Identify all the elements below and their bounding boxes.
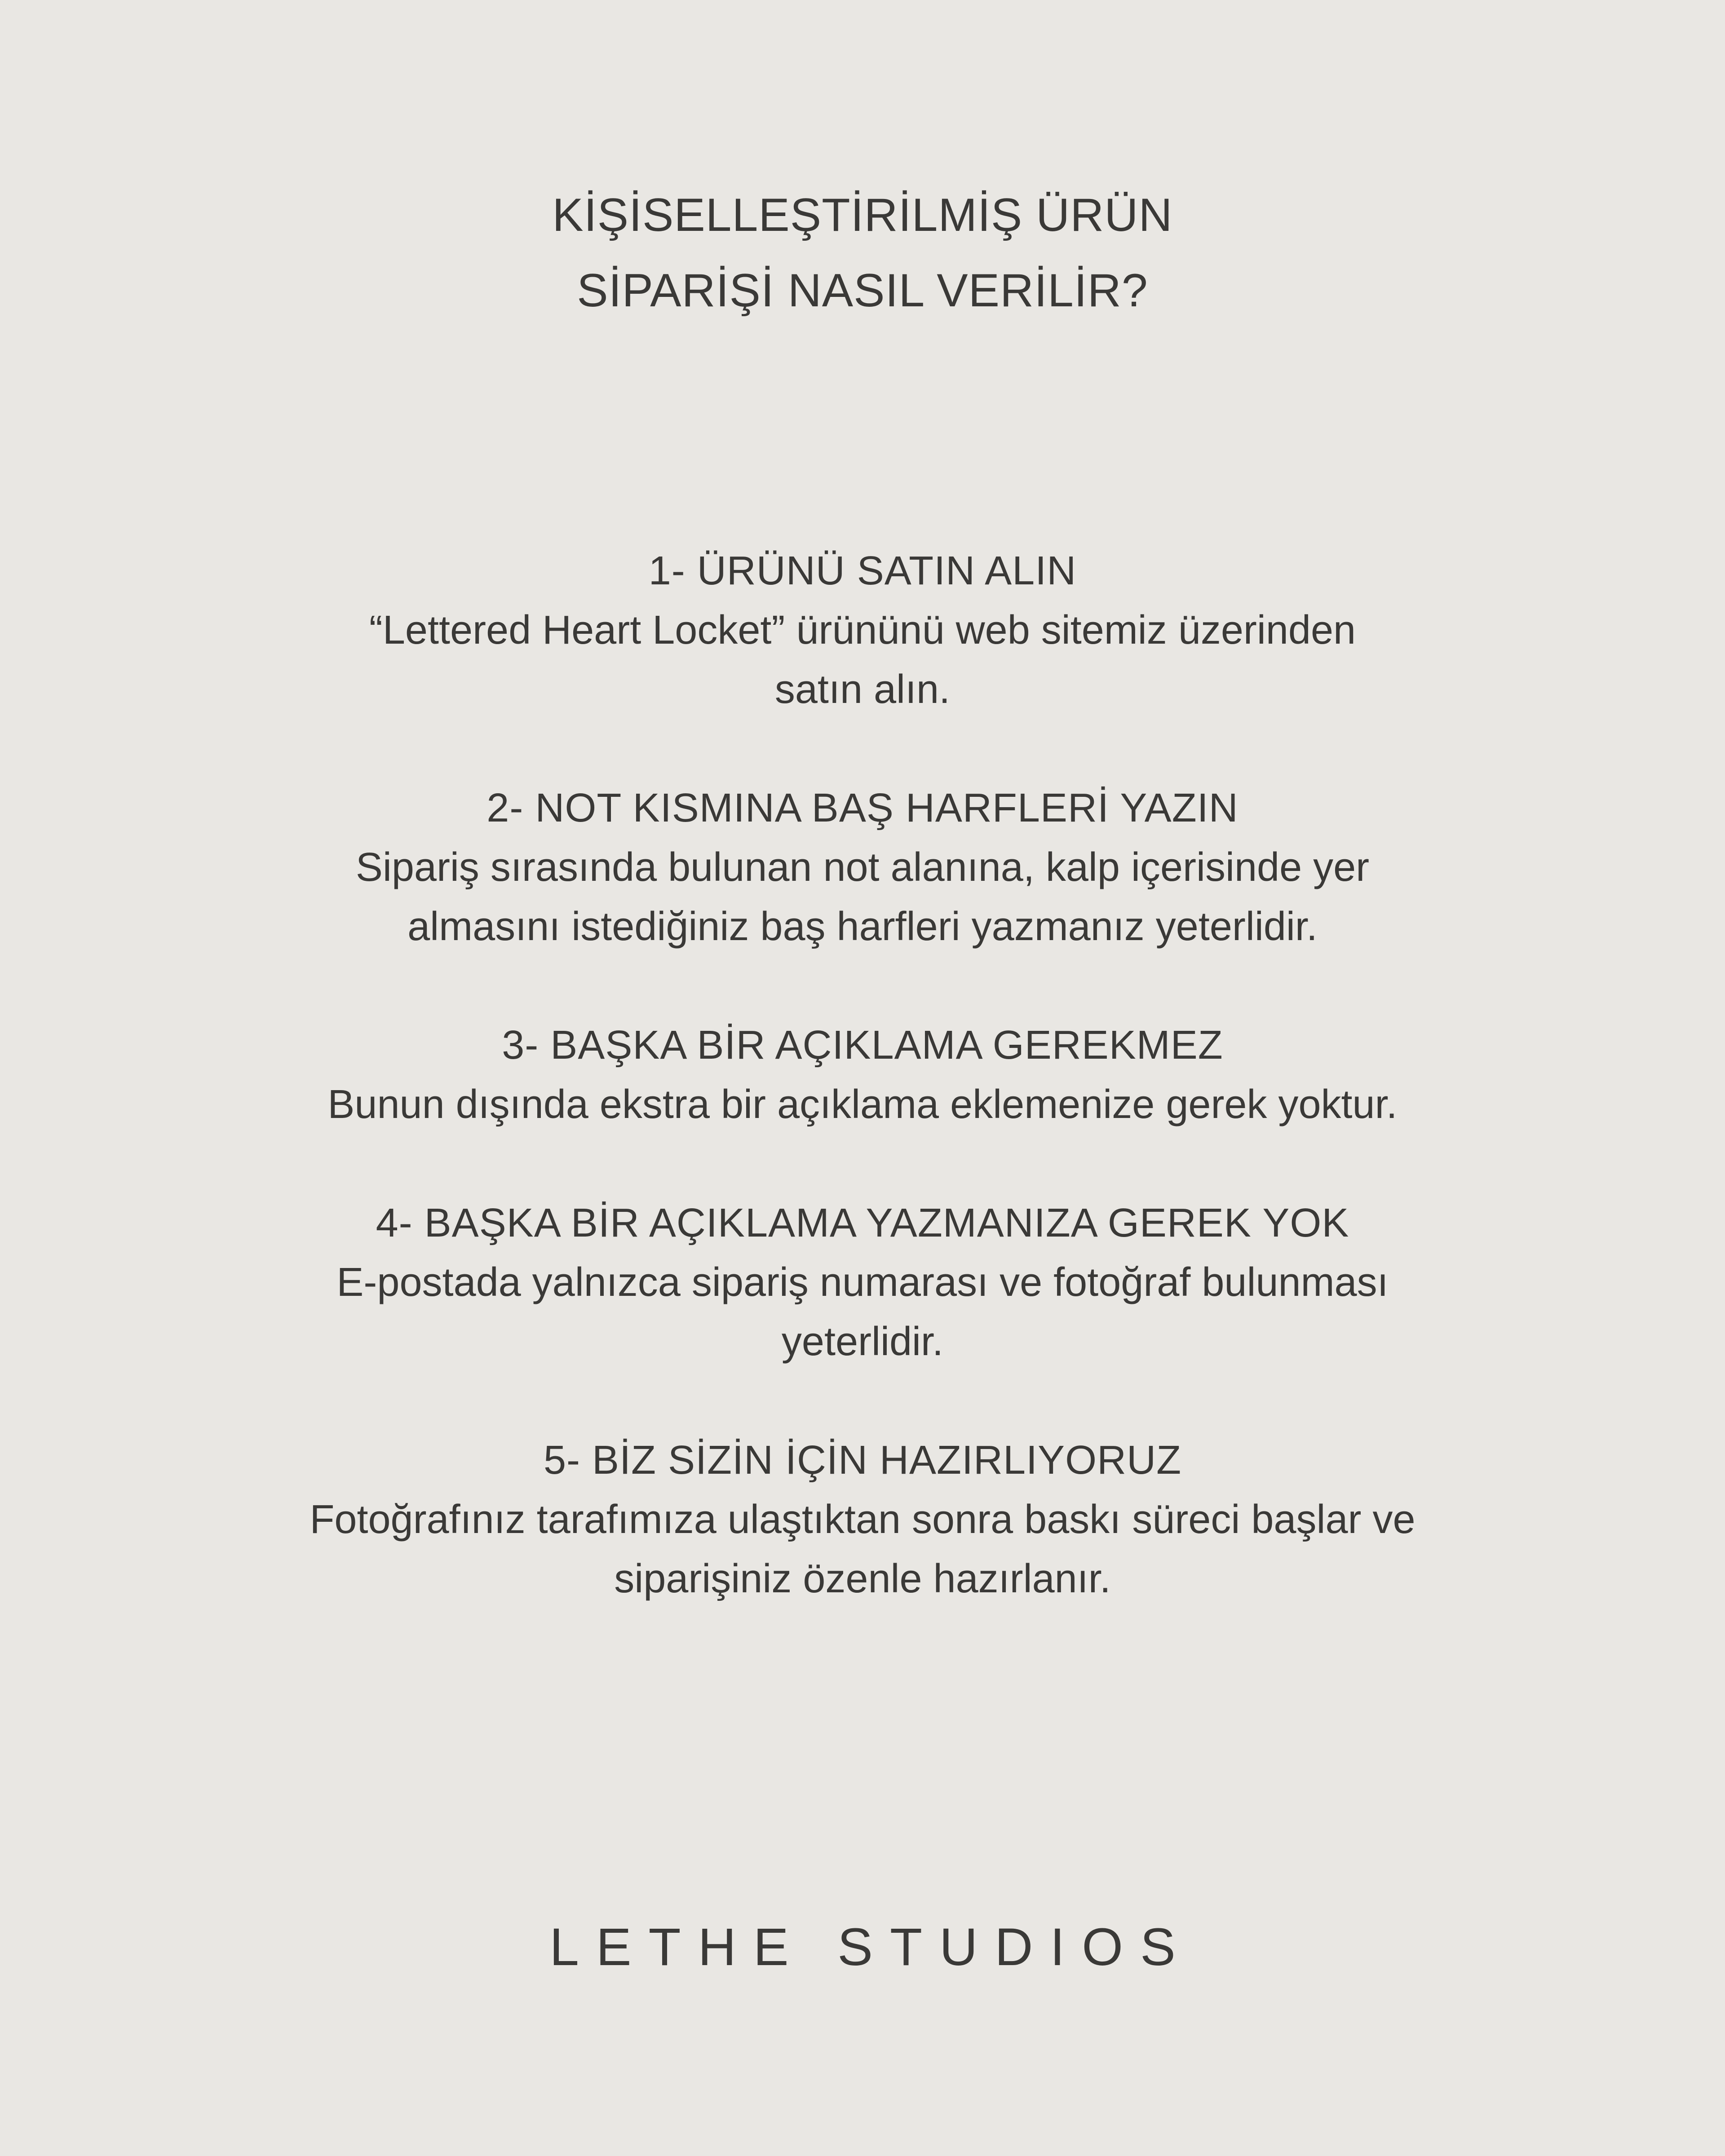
- step-4: [0, 1193, 1725, 1371]
- step-text-line: Sipariş sırasında bulunan not alanına, kalp içerisinde yer: [355, 845, 1370, 890]
- step-text-line: Bunun dışında ekstra bir açıklama eklemenize gerek yoktur.: [327, 1082, 1398, 1127]
- brand-wordmark: LETHE STUDIOS: [549, 1917, 1193, 1977]
- step-text-line: “Lettered Heart Locket” ürününü web sitemiz üzerinden: [369, 608, 1356, 653]
- step-text-line: E-postada yalnızca sipariş numarası ve fotoğraf bulunması: [336, 1260, 1389, 1305]
- step-heading: 4- BAŞKA BİR AÇIKLAMA YAZMANIZA GEREK YOK: [376, 1201, 1349, 1246]
- page-title-line-2: SİPARİŞİ NASIL VERİLİR?: [577, 265, 1148, 317]
- step-5: [0, 1431, 1725, 1608]
- page-title: [0, 177, 1725, 328]
- step-text-line: Fotoğrafınız tarafımıza ulaştıktan sonra baskı süreci başlar ve: [310, 1497, 1415, 1542]
- step-heading: 3- BAŞKA BİR AÇIKLAMA GEREKMEZ: [502, 1023, 1223, 1068]
- step-1: [0, 541, 1725, 719]
- step-heading: 1- ÜRÜNÜ SATIN ALIN: [648, 548, 1077, 593]
- step-heading: 2- NOT KISMINA BAŞ HARFLERİ YAZIN: [487, 786, 1238, 831]
- step-text-line: almasını istediğiniz baş harfleri yazmanız yeterlidir.: [407, 904, 1318, 949]
- step-heading: 5- BİZ SİZİN İÇİN HAZIRLIYORUZ: [543, 1438, 1182, 1483]
- step-text-line: siparişiniz özenle hazırlanır.: [614, 1556, 1111, 1601]
- step-text-line: satın alın.: [774, 667, 951, 712]
- page-title-line-1: KİŞİSELLEŞTİRİLMİŞ ÜRÜN: [552, 189, 1173, 241]
- step-text-line: yeterlidir.: [781, 1319, 944, 1364]
- steps-list: [0, 541, 1725, 1608]
- step-3: [0, 1016, 1725, 1134]
- step-2: [0, 778, 1725, 956]
